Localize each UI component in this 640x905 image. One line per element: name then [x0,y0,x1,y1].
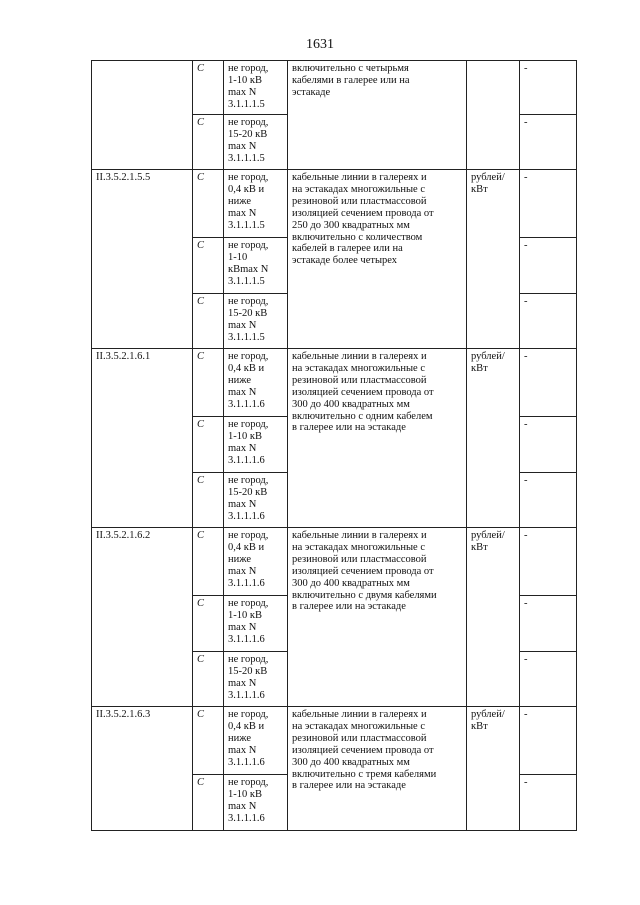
connection-conditions: не город, 0,4 кВ и ниже max N 3.1.1.1.6 [224,707,288,775]
voltage-category: С [193,115,224,170]
row-code [92,61,193,170]
rate-value: - [520,417,577,473]
connection-conditions: не город, 15-20 кВ max N 3.1.1.1.5 [224,115,288,170]
connection-conditions: не город, 1-10 кВ max N 3.1.1.1.6 [224,596,288,652]
rate-value: - [520,115,577,170]
line-description: кабельные линии в галереях и на эстакадах многожильные с резиновой или пластмассовой изоляцией сечением провода от 300 до 400 квадратных мм включительно с тремя кабелями в галерее или на эстакаде [288,707,467,831]
tariff-table [91,60,577,831]
voltage-category: С [193,473,224,528]
rate-value: - [520,596,577,652]
voltage-category: С [193,61,224,115]
connection-conditions: не город, 1-10 кВ max N 3.1.1.1.6 [224,775,288,831]
connection-conditions: не город, 0,4 кВ и ниже max N 3.1.1.1.6 [224,349,288,417]
unit-of-measure: рублей/ кВт [467,707,520,831]
line-description: включительно с четырьмя кабелями в галерее или на эстакаде [288,61,467,170]
connection-conditions: не город, 15-20 кВ max N 3.1.1.1.6 [224,652,288,707]
unit-of-measure: рублей/ кВт [467,349,520,528]
voltage-category: С [193,707,224,775]
rate-value: - [520,652,577,707]
page-number: 1631 [306,37,334,52]
connection-conditions: не город, 1-10 кВmax N 3.1.1.1.5 [224,238,288,294]
line-description: кабельные линии в галереях и на эстакадах многожильные с резиновой или пластмассовой изоляцией сечением провода от 250 до 300 квадратных мм включительно с количеством кабелей в галерее или на эстакаде более четырех [288,170,467,349]
rate-value: - [520,349,577,417]
unit-of-measure: рублей/ кВт [467,528,520,707]
rate-value: - [520,294,577,349]
connection-conditions: не город, 1-10 кВ max N 3.1.1.1.5 [224,61,288,115]
rate-value: - [520,473,577,528]
voltage-category: С [193,652,224,707]
unit-of-measure [467,61,520,170]
connection-conditions: не город, 15-20 кВ max N 3.1.1.1.6 [224,473,288,528]
table-row [92,349,577,417]
rate-value: - [520,61,577,115]
connection-conditions: не город, 0,4 кВ и ниже max N 3.1.1.1.5 [224,170,288,238]
voltage-category: С [193,528,224,596]
connection-conditions: не город, 15-20 кВ max N 3.1.1.1.5 [224,294,288,349]
voltage-category: С [193,775,224,831]
rate-value: - [520,707,577,775]
connection-conditions: не город, 1-10 кВ max N 3.1.1.1.6 [224,417,288,473]
table-row [92,707,577,775]
connection-conditions: не город, 0,4 кВ и ниже max N 3.1.1.1.6 [224,528,288,596]
voltage-category: С [193,596,224,652]
rate-value: - [520,528,577,596]
row-code: II.3.5.2.1.6.2 [92,528,193,707]
voltage-category: С [193,417,224,473]
row-code: II.3.5.2.1.6.1 [92,349,193,528]
table-row [92,61,577,115]
line-description: кабельные линии в галереях и на эстакадах многожильные с резиновой или пластмассовой изоляцией сечением провода от 300 до 400 квадратных мм включительно с двумя кабелями в галерее или на эстакаде [288,528,467,707]
unit-of-measure: рублей/ кВт [467,170,520,349]
rate-value: - [520,170,577,238]
voltage-category: С [193,238,224,294]
row-code: II.3.5.2.1.5.5 [92,170,193,349]
table-row [92,528,577,596]
rate-value: - [520,775,577,831]
row-code: II.3.5.2.1.6.3 [92,707,193,831]
voltage-category: С [193,349,224,417]
voltage-category: С [193,294,224,349]
voltage-category: С [193,170,224,238]
rate-value: - [520,238,577,294]
line-description: кабельные линии в галереях и на эстакадах многожильные с резиновой или пластмассовой изоляцией сечением провода от 300 до 400 квадратных мм включительно с одним кабелем в галерее или на эстакаде [288,349,467,528]
table-row [92,170,577,238]
